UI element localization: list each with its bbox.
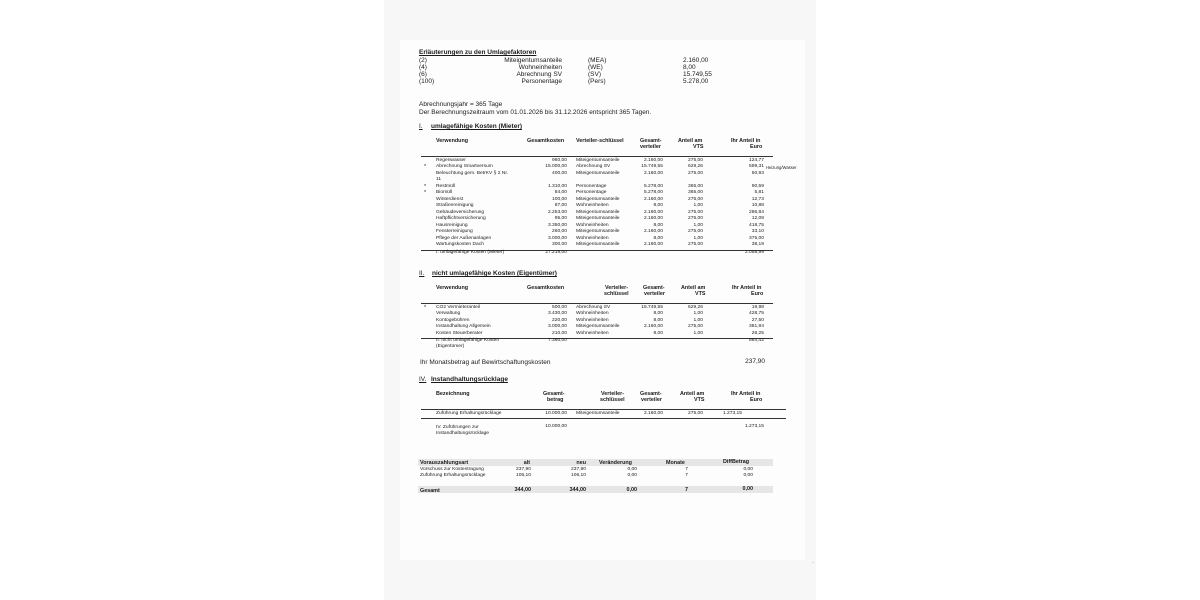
section4-header-dist-b: verteiler: [641, 397, 662, 403]
advance-type: Zuführung Erhaltungsrücklage: [420, 473, 486, 478]
section4-number: IV.: [419, 376, 427, 383]
factor-code: (100): [419, 78, 435, 86]
cost-yours: 90,59: [751, 183, 764, 189]
cost-share: 1,00: [693, 222, 703, 228]
factor-abbr: (WE): [588, 63, 603, 71]
cost-total: 3.350,00: [547, 222, 567, 228]
section4-header-key-b: schlüssel: [600, 397, 625, 403]
advance-diff: 0,00: [743, 466, 753, 472]
section1-sum-label: I. umlagefähige Kosten (Mieter): [436, 250, 505, 255]
advance-total-old: 344,00: [514, 487, 531, 493]
advance-months: 7: [685, 473, 688, 478]
cost-key: Personentage: [576, 190, 607, 195]
cost-name: Regenwasser: [436, 157, 466, 163]
cost-share: 275,00: [688, 324, 703, 329]
cost-total: 1.310,00: [547, 183, 567, 189]
section4-row-dist: 2.160,00: [643, 411, 663, 416]
cost-key: Miteigentumsanteile: [576, 209, 620, 215]
cost-key: Wohneinheiten: [576, 330, 609, 336]
section4-row-name: Zuführung Erhaltungsrücklage: [436, 411, 502, 416]
cost-distributor: 2.160,00: [643, 196, 663, 202]
cost-distributor: 8,00: [653, 222, 663, 228]
advance-total-months: 7: [685, 487, 688, 493]
cost-yours: 381,94: [749, 324, 764, 329]
cost-yours: 26,25: [751, 330, 764, 336]
factor-abbr: (Pers): [588, 78, 606, 86]
cost-share: 1,00: [693, 330, 703, 336]
cost-share: 275,00: [688, 242, 703, 247]
cost-distributor: 8,00: [653, 317, 663, 323]
cost-distributor: 2.160,00: [643, 209, 663, 215]
section1-header-dist-b: verteiler: [640, 144, 661, 150]
advance-header-change: Veränderung: [599, 460, 632, 466]
cost-total: 84,00: [554, 190, 567, 195]
cost-name: Hausreinigung: [436, 222, 468, 228]
section2-header-share-a: Anteil am: [681, 285, 706, 291]
cost-yours: 286,84: [749, 209, 764, 215]
period-line-2: Der Berechnungszeitraum vom 01.01.2026 bis 31.12.2026 entspricht 365 Tagen.: [419, 108, 652, 116]
factor-abbr: (SV): [588, 71, 601, 79]
advance-change: 0,00: [627, 473, 637, 478]
cost-total: 400,00: [552, 170, 567, 176]
section2-header-dist-a: Gesamt-: [643, 285, 665, 291]
section2-header-key-a: Verteiler-: [605, 285, 629, 291]
cost-total: 3.000,00: [547, 235, 567, 241]
cost-note: Heizung/Wasser: [766, 164, 797, 170]
cost-yours: 418,75: [749, 222, 764, 228]
cost-name: Instandhaltung Allgemein: [436, 324, 491, 329]
advance-total-diff: 0,00: [742, 486, 753, 492]
section1-number: I.: [419, 123, 423, 130]
cost-name: Restmüll: [436, 183, 456, 189]
cost-total: 100,00: [552, 196, 567, 202]
advance-header-type: Vorauszahlungsart: [420, 460, 469, 466]
cost-total: 300,00: [552, 242, 567, 247]
period-line-1: Abrechnungsjahr = 365 Tage: [419, 101, 503, 108]
factor-value: 8,00: [683, 63, 696, 71]
cost-name: Beleuchtung gem. BetrKV § 2 Nr.: [436, 170, 509, 176]
section2-sum-label-1: II. nicht umlagefähige Kosten: [436, 338, 500, 343]
cost-yours: 599,31: [749, 164, 764, 169]
cost-share: 365,00: [688, 183, 703, 189]
cost-key: Miteigentumsanteile: [576, 170, 620, 176]
scan-speck: ·: [812, 560, 814, 566]
section2-header-yours-a: Ihr Anteil in: [732, 285, 762, 291]
section1-sum-total: 27.219,00: [545, 250, 567, 255]
cost-distributor: 5.278,00: [643, 190, 663, 195]
cost-yours: 5,81: [754, 190, 764, 195]
factor-value: 5.278,00: [683, 78, 709, 86]
section1-title: umlagefähige Kosten (Mieter): [431, 123, 523, 130]
cost-share: 275,00: [688, 157, 703, 163]
advance-old: 106,10: [516, 473, 531, 478]
section4-sum-label-1: IV. Zuführungen zur: [436, 425, 479, 430]
section4-row-key: Miteigentumsanteile: [576, 411, 620, 416]
cost-yours: 33,10: [751, 229, 764, 234]
row-marker: *: [424, 183, 427, 190]
row-marker: *: [424, 304, 427, 311]
cost-yours: 50,93: [751, 170, 764, 176]
advance-header-diff: DiffBetrag: [723, 459, 750, 465]
advance-months: 7: [685, 466, 688, 472]
row-marker: *: [424, 190, 427, 196]
section1-header-share-b: VTS: [693, 144, 704, 150]
cost-distributor: 8,00: [653, 203, 663, 208]
cost-key: Miteigentumsanteile: [576, 229, 620, 234]
cost-total: 95,00: [554, 216, 567, 221]
cost-share: 275,00: [688, 209, 703, 215]
cost-total: 15.000,00: [545, 164, 567, 169]
section4-header-dist-a: Gesamt-: [640, 391, 662, 397]
section1-sum-yours: 2.058,99: [744, 250, 764, 255]
section1-header-yours-b: Euro: [750, 144, 763, 150]
section2-header-dist-b: verteiler: [644, 291, 665, 297]
cost-share: 1,00: [693, 203, 703, 208]
cost-distributor: 8,00: [653, 311, 663, 316]
cost-key: Wohneinheiten: [576, 235, 609, 241]
cost-key: Miteigentumsanteile: [576, 196, 620, 202]
cost-name: Kosten Steuerberater: [436, 330, 483, 336]
cost-distributor: 2.160,00: [643, 242, 663, 247]
cost-distributor: 2.160,00: [643, 324, 663, 329]
section4-row-rule: [421, 418, 786, 419]
section2-sum-label-2: (Eigentümer): [436, 344, 465, 349]
advance-old: 237,90: [516, 466, 531, 472]
advance-total-type: Gesamt: [420, 487, 440, 494]
section4-title: Instandhaltungsrücklage: [431, 376, 508, 383]
section4-header-share-b: VTS: [694, 397, 705, 403]
advance-total-new: 344,00: [569, 487, 586, 493]
cost-yours: 19,98: [751, 304, 764, 310]
advance-new: 237,90: [571, 466, 586, 472]
factor-value: 15.749,55: [683, 71, 712, 79]
cost-distributor: 15.749,55: [641, 164, 663, 169]
section2-sum-yours: 884,42: [749, 338, 764, 343]
factors-title: Erläuterungen zu den Umlagefaktoren: [419, 49, 537, 56]
section1-header-yours-a: Ihr Anteil in: [731, 138, 761, 144]
cost-name: Abrechnung Smartversum: [436, 164, 493, 169]
cost-key: Wohneinheiten: [576, 203, 609, 208]
factor-name: Personentage: [521, 78, 562, 86]
cost-yours: 428,75: [749, 311, 764, 316]
cost-distributor: 15.749,55: [641, 304, 663, 310]
section2-header-use: Verwendung: [436, 285, 469, 291]
cost-share: 275,00: [688, 216, 703, 221]
cost-total: 2.253,00: [547, 209, 567, 215]
cost-share: 1,00: [693, 317, 703, 323]
section2-header-key-b: schlüssel: [604, 291, 629, 297]
cost-name: Straßenreinigung: [436, 203, 474, 208]
cost-share: 365,00: [688, 190, 703, 195]
cost-yours: 38,19: [751, 242, 764, 247]
cost-total: 210,00: [552, 330, 567, 336]
section2-title: nicht umlagefähige Kosten (Eigentümer): [432, 270, 557, 277]
section4-header-yours-b: Euro: [750, 397, 763, 403]
section4-header-key-a: Verteiler-: [601, 391, 625, 397]
section4-row-amount: 10.000,00: [545, 411, 567, 416]
cost-distributor: 8,00: [653, 235, 663, 241]
cost-name: Kontogebühren: [436, 317, 470, 323]
cost-name: Fensterreinigung: [436, 229, 473, 234]
cost-key: Miteigentumsanteile: [576, 242, 620, 247]
cost-name: CO2 Vermieteranteil: [436, 304, 481, 310]
section2-header-share-b: VTS: [695, 291, 706, 297]
advance-total-shade: [418, 486, 773, 493]
factor-code: (4): [419, 63, 427, 71]
cost-name: Haftpflichtversicherung: [436, 216, 486, 221]
advance-new: 106,10: [571, 473, 586, 478]
cost-total: 960,00: [552, 157, 567, 163]
cost-yours: 12,73: [751, 196, 764, 202]
cost-distributor: 8,00: [653, 330, 663, 336]
cost-share: 629,26: [688, 304, 703, 310]
cost-total: 3.430,00: [547, 311, 567, 316]
cost-yours: 12,09: [751, 216, 764, 221]
cost-name: 11: [436, 177, 442, 182]
cost-share: 1,00: [693, 235, 703, 241]
factor-name: Abrechnung SV: [516, 71, 562, 79]
cost-key: Miteigentumsanteile: [576, 324, 620, 329]
advance-header-old: alt: [523, 460, 530, 466]
cost-key: Personentage: [576, 183, 607, 189]
factor-code: (6): [419, 71, 427, 79]
factor-value: 2.160,00: [683, 56, 709, 64]
section4-header-name: Bezeichnung: [436, 391, 470, 397]
section4-header-yours-a: Ihr Anteil in: [731, 391, 761, 397]
cost-yours: 124,77: [749, 157, 764, 163]
factor-abbr: (MEA): [588, 56, 607, 64]
cost-key: Wohneinheiten: [576, 311, 609, 316]
cost-yours: 27,50: [751, 317, 764, 323]
cost-distributor: 2.160,00: [643, 216, 663, 221]
cost-name: Wartungskosten Dach: [436, 242, 484, 247]
section1-header-total: Gesamtkosten: [527, 138, 565, 144]
advance-header-new: neu: [576, 460, 586, 466]
section4-sum-label-2: Instandhaltungsrücklage: [436, 431, 490, 436]
advance-total-change: 0,00: [626, 487, 637, 493]
cost-key: Miteigentumsanteile: [576, 157, 620, 163]
advance-diff: 0,00: [743, 473, 753, 478]
advance-header-shade: [418, 459, 773, 466]
section4-header-rule: [421, 409, 786, 410]
section1-header-dist-a: Gesamt-: [640, 138, 662, 144]
cost-key: Wohneinheiten: [576, 317, 609, 323]
cost-key: Miteigentumsanteile: [576, 216, 620, 221]
cost-key: Abrechnung SV: [576, 164, 611, 169]
section1-header-share-a: Anteil am: [678, 138, 703, 144]
cost-total: 220,00: [552, 317, 567, 323]
cost-key: Abrechnung SV: [576, 304, 611, 310]
factor-name: Miteigentumsanteile: [504, 56, 562, 64]
cost-distributor: 2.160,00: [643, 170, 663, 176]
monthly-value: 237,90: [745, 358, 765, 365]
section1-header-key: Verteiler-schlüssel: [576, 138, 624, 144]
section4-sum-yours: 1.273,15: [744, 424, 764, 429]
document-sheet: [400, 40, 805, 560]
section2-header-total: Gesamtkosten: [527, 285, 565, 291]
cost-yours: 10,88: [751, 203, 764, 208]
cost-key: Wohneinheiten: [576, 222, 609, 228]
cost-distributor: 5.278,00: [643, 183, 663, 189]
cost-name: Verwaltung: [436, 311, 461, 316]
advance-change: 0,00: [627, 466, 637, 472]
cost-name: Pflege der Außenanlagen: [436, 235, 492, 241]
row-marker: *: [424, 164, 427, 170]
section4-header-amount-b: betrag: [547, 397, 564, 403]
section4-row-yours: 1.273,15: [722, 411, 742, 416]
cost-name: Gebäudeversicherung: [436, 209, 485, 215]
section4-header-share-a: Anteil am: [680, 391, 705, 397]
cost-total: 87,00: [554, 203, 567, 208]
section4-row-share: 275,00: [688, 411, 703, 416]
factor-code: (2): [419, 56, 427, 64]
section2-number: II.: [419, 270, 425, 277]
cost-share: 1,00: [693, 311, 703, 316]
cost-share: 275,00: [688, 170, 703, 176]
cost-total: 260,00: [552, 229, 567, 234]
cost-share: 275,00: [688, 196, 703, 202]
cost-yours: 375,00: [749, 235, 764, 241]
section1-header-use: Verwendung: [436, 138, 469, 144]
factor-name: Wohneinheiten: [518, 63, 562, 71]
advance-type: Vorschuss zur Kostentragung: [420, 466, 484, 472]
cost-name: Biomüll: [436, 190, 453, 195]
cost-distributor: 2.160,00: [643, 157, 663, 163]
monthly-label: Ihr Monatsbetrag auf Bewirtschaftungskosten: [420, 359, 551, 366]
section4-header-amount-a: Gesamt-: [543, 391, 565, 397]
cost-total: 500,00: [552, 304, 567, 310]
cost-distributor: 2.160,00: [643, 229, 663, 234]
cost-total: 3.000,00: [547, 324, 567, 329]
advance-header-months: Monate: [666, 460, 685, 466]
section2-header-yours-b: Euro: [751, 291, 764, 297]
cost-name: Winterdienst: [436, 196, 464, 202]
section4-sum-amount: 10.000,00: [545, 424, 567, 429]
cost-share: 629,26: [688, 164, 703, 169]
cost-share: 275,00: [688, 229, 703, 234]
section2-sum-total: 7.360,00: [547, 338, 567, 343]
